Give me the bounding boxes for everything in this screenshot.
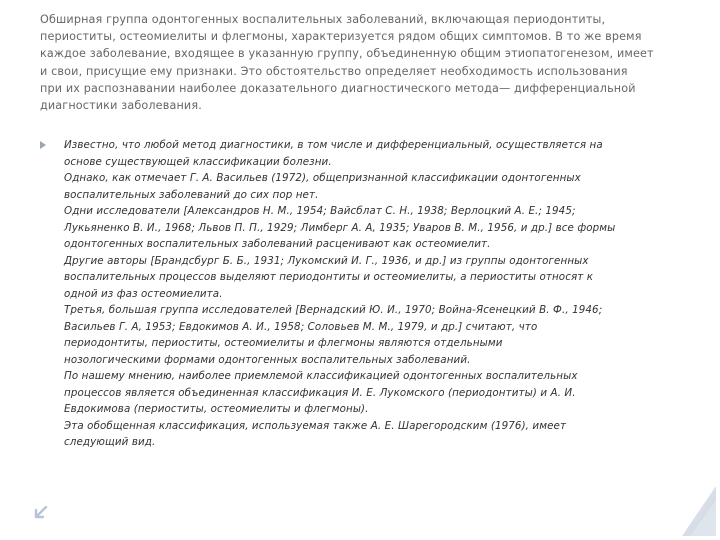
bullet-line: Одни исследователи [Александров Н. М., 1954; Вайсблат С. Н., 1938; Верлоцкий А. Е.; 1945; <box>64 205 576 217</box>
bullet-line: Известно, что любой метод диагностики, в том числе и дифференциальный, осуществляется на <box>64 139 603 151</box>
bullet-line: Третья, большая группа исследователей [Вернадский Ю. И., 1970; Война-Ясенецкий В. Ф., 1946; <box>64 304 603 316</box>
page-corner-fold-icon <box>682 486 716 536</box>
bullet-line: следующий вид. <box>64 436 156 448</box>
triangle-bullet-icon <box>40 141 46 149</box>
bullet-line: воспалительных заболеваний до сих пор нет. <box>64 188 319 201</box>
intro-line: и свои, присущие ему признаки. Это обстоятельство определяет необходимость использования <box>40 64 628 78</box>
bullet-line: нозологическими формами одонтогенных воспалительных заболеваний. <box>64 353 471 366</box>
intro-line: периоститы, остеомиелиты и флегмоны, характеризуется рядом общих симптомов. В то же время <box>40 30 642 44</box>
intro-line: каждое заболевание, входящее в указанную группу, объединенную общим этиопатогенезом, имеет <box>40 47 654 61</box>
bullet-line: периодонтиты, периоститы, остеомиелиты и флегмоны являются отдельными <box>64 337 503 349</box>
bullet-line: одной из фаз остеомиелита. <box>64 287 223 300</box>
intro-line: диагностики заболевания. <box>40 99 202 113</box>
bullet-line: воспалительных процессов выделяют периодонтиты и остеомиелиты, а периоститы относят к <box>64 271 594 283</box>
bullet-line: Эта обобщенная классификация, используемая также А. Е. Шарегородским (1976), имеет <box>64 419 567 432</box>
bullet-line: основе существующей классификации болезни. <box>64 155 332 168</box>
bullet-line: одонтогенных воспалительных заболеваний расценивают как остеомиелит. <box>64 238 491 250</box>
intro-paragraph <box>40 11 680 114</box>
bullet-line: Лукьяненко В. И., 1968; Львов П. П., 1929; Лимберг А. А, 1935; Уваров В. М., 1956, и др.] все формы <box>64 221 616 234</box>
intro-line: Обширная группа одонтогенных воспалительных заболеваний, включающая периодонтиты, <box>40 13 606 26</box>
bullet-line: процессов является объединенная классификация И. Е. Лукомского (периодонтиты) и А. И. <box>64 386 576 399</box>
bullet-line: Васильев Г. А, 1953; Евдокимов А. И., 1958; Соловьев М. М., 1979, и др.] считают, что <box>64 320 538 333</box>
intro-line: при их распознавании наиболее доказательного диагностического метода— дифференциальной <box>40 81 636 95</box>
bullet-line: Однако, как отмечает Г. А. Васильев (1972), общепризнанной классификации одонтогенных <box>64 172 581 184</box>
bullet-text <box>64 137 684 451</box>
arrow-down-left-icon <box>34 505 48 519</box>
bullet-line: По нашему мнению, наиболее приемлемой классификацией одонтогенных воспалительных <box>64 370 578 382</box>
bullet-line: Другие авторы [Брандсбург Б. Б., 1931; Лукомский И. Г., 1936, и др.] из группы одонтогенных <box>64 254 589 267</box>
bullet-line: Евдокимова (периоститы, остеомиелиты и флегмоны). <box>64 403 369 415</box>
